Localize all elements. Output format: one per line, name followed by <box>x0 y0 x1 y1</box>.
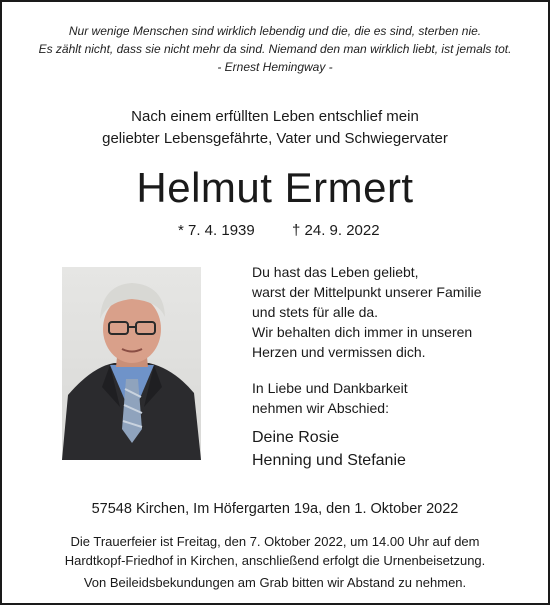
deceased-name: Helmut Ermert <box>136 164 414 211</box>
farewell-text <box>252 378 408 418</box>
mourner-name: Deine Rosie <box>252 429 340 446</box>
verse-line: Du hast das Leben geliebt, <box>252 264 419 280</box>
intro-line: geliebter Lebensgefährte, Vater und Schwiegervater <box>102 130 448 147</box>
quote-line: Nur wenige Menschen sind wirklich lebendig und die, die es sind, sterben nie. <box>68 24 482 38</box>
portrait-illustration <box>62 267 201 460</box>
portrait-photo <box>62 267 201 460</box>
verse-line: und stets für alle da. <box>252 304 379 320</box>
quote-line: Es zählt nicht, dass sie nicht mehr da sind. Niemand den man wirklich liebt, ist jemals tot. <box>38 42 512 56</box>
verse-line: Wir behalten dich immer in unseren <box>252 324 473 340</box>
memorial-verse <box>252 262 482 362</box>
farewell-line: nehmen wir Abschied: <box>252 400 389 416</box>
mourners-list <box>252 426 406 472</box>
intro-text <box>2 106 548 150</box>
verse-line: Herzen und vermissen dich. <box>252 344 426 360</box>
mourner-name: Henning und Stefanie <box>252 452 406 469</box>
service-line: Die Trauerfeier ist Freitag, den 7. Oktober 2022, um 14.00 Uhr auf dem <box>70 534 480 549</box>
hemingway-quote <box>2 22 548 76</box>
funeral-service-info <box>2 532 548 570</box>
verse-line: warst der Mittelpunkt unserer Familie <box>252 284 482 300</box>
quote-author: - Ernest Hemingway - <box>217 60 333 74</box>
death-date: † 24. 9. 2022 <box>292 222 380 239</box>
intro-line: Nach einem erfüllten Leben entschlief mein <box>131 108 419 125</box>
condolence-note: Von Beileidsbekundungen am Grab bitten wir Abstand zu nehmen. <box>83 575 467 590</box>
farewell-line: In Liebe und Dankbarkeit <box>252 380 408 396</box>
address-line: 57548 Kirchen, Im Höfergarten 19a, den 1. Oktober 2022 <box>91 501 459 517</box>
service-line: Hardtkopf-Friedhof in Kirchen, anschließend erfolgt die Urnenbeisetzung. <box>64 553 486 568</box>
birth-date: * 7. 4. 1939 <box>178 222 255 239</box>
